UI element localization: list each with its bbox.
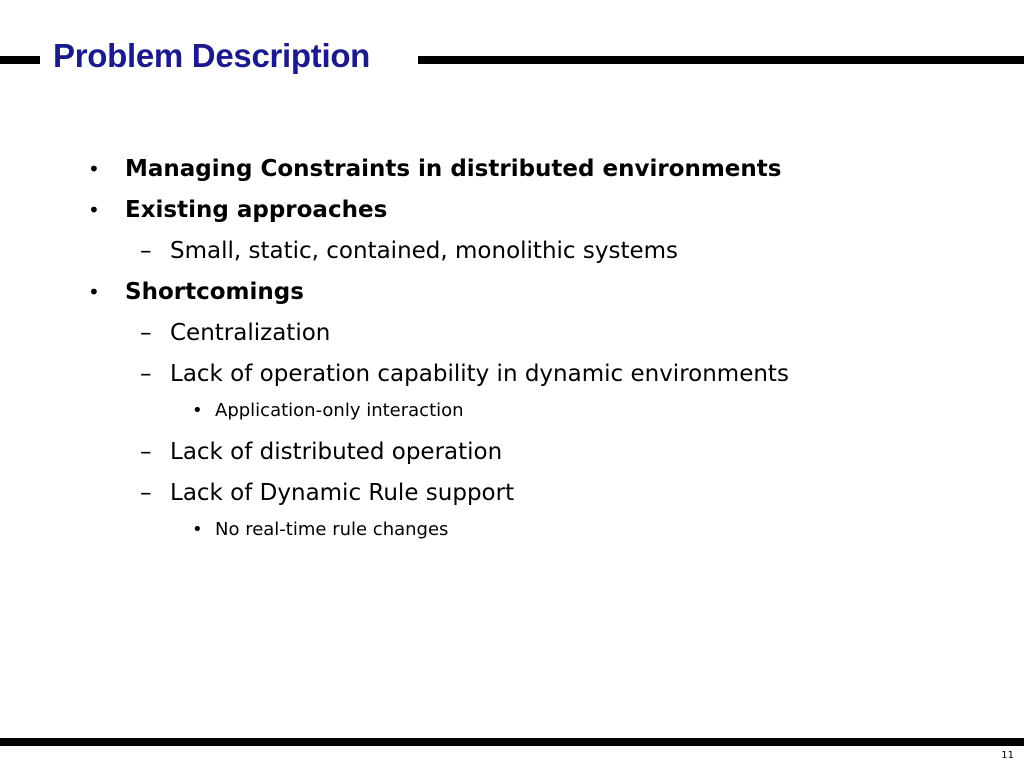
dash-marker: – — [140, 480, 152, 506]
slide-title: Problem Description — [53, 37, 371, 74]
bullet-text: Shortcomings — [125, 279, 304, 305]
dash-marker: – — [140, 238, 152, 264]
dash-marker: – — [140, 439, 152, 465]
footer-rule — [0, 738, 1024, 746]
title-rule-right — [418, 56, 1024, 64]
bullet-text: Managing Constraints in distributed environments — [125, 156, 782, 182]
bullet-marker: • — [88, 198, 100, 222]
bullet-marker: • — [192, 519, 203, 540]
sub-bullet-text: Lack of distributed operation — [170, 439, 503, 465]
title-rule-left — [0, 56, 40, 64]
page-number: 11 — [1001, 750, 1014, 761]
sub-bullet-text: Lack of Dynamic Rule support — [170, 480, 515, 506]
bullet-marker: • — [88, 280, 100, 304]
dash-marker: – — [140, 361, 152, 387]
dash-marker: – — [140, 320, 152, 346]
sub-bullet-text: Small, static, contained, monolithic systems — [170, 238, 678, 264]
sub-sub-bullet-text: Application-only interaction — [215, 400, 464, 421]
bullet-marker: • — [88, 157, 100, 181]
sub-sub-bullet-text: No real-time rule changes — [215, 519, 449, 540]
sub-bullet-text: Lack of operation capability in dynamic environments — [170, 361, 789, 387]
bullet-marker: • — [192, 400, 203, 421]
sub-bullet-text: Centralization — [170, 320, 331, 346]
bullet-text: Existing approaches — [125, 197, 388, 223]
